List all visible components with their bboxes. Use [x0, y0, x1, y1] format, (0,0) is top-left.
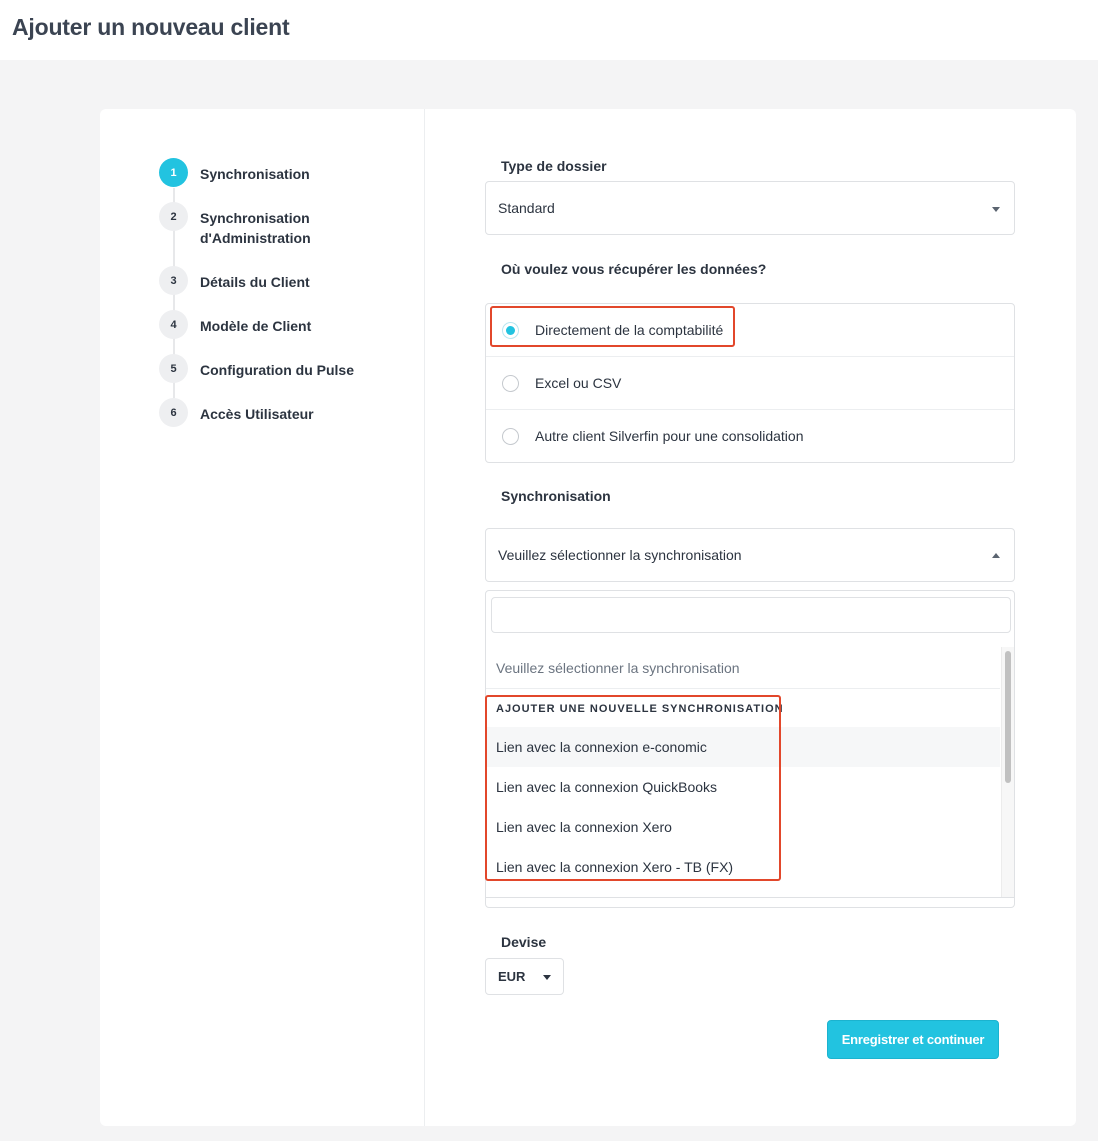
- currency-select[interactable]: [485, 958, 564, 995]
- step-label: Configuration du Pulse: [200, 362, 354, 378]
- radio-option-excel[interactable]: [486, 357, 1014, 410]
- step-label: Accès Utilisateur: [200, 406, 314, 422]
- sync-select[interactable]: [485, 528, 1015, 582]
- radio-button[interactable]: [502, 428, 519, 445]
- radio-label: Directement de la comptabilité: [535, 322, 724, 338]
- step-client-template[interactable]: [159, 310, 400, 339]
- caret-down-icon: [543, 975, 551, 980]
- step-number: 2: [159, 202, 188, 231]
- sync-search-input[interactable]: [491, 597, 1011, 633]
- step-synchronisation[interactable]: [159, 158, 400, 187]
- step-number: 6: [159, 398, 188, 427]
- step-label: Synchronisation d'Administration: [200, 210, 311, 246]
- step-label: Synchronisation: [200, 166, 310, 182]
- radio-option-consolidation[interactable]: [486, 410, 1014, 463]
- step-user-access[interactable]: [159, 398, 400, 427]
- option-label: Lien avec la connexion e-conomic: [496, 739, 707, 755]
- radio-label: Autre client Silverfin pour une consolidation: [535, 428, 804, 444]
- dropdown-divider: [486, 897, 1014, 898]
- option-group-label: AJOUTER UNE NOUVELLE SYNCHRONISATION: [496, 703, 784, 715]
- save-continue-button[interactable]: Enregistrer et continuer: [827, 1020, 999, 1059]
- option-label: Veuillez sélectionner la synchronisation: [496, 660, 740, 676]
- card-divider: [424, 109, 425, 1126]
- currency-value: EUR: [498, 969, 526, 984]
- highlight-box: [485, 695, 781, 881]
- step-number: 4: [159, 310, 188, 339]
- step-number: 3: [159, 266, 188, 295]
- highlight-box: [490, 306, 735, 347]
- radio-button[interactable]: [502, 375, 519, 392]
- step-admin-sync[interactable]: [159, 202, 330, 248]
- step-number: 1: [159, 158, 188, 187]
- step-pulse-config[interactable]: [159, 354, 400, 383]
- page-header: [0, 0, 1098, 60]
- option-label: Lien avec la connexion QuickBooks: [496, 779, 718, 795]
- sync-label: Synchronisation: [501, 488, 611, 504]
- radio-label: Excel ou CSV: [535, 375, 622, 391]
- option-label: Lien avec la connexion Xero - TB (FX): [496, 859, 734, 875]
- step-client-details[interactable]: [159, 266, 400, 295]
- caret-down-icon: [992, 207, 1000, 212]
- folder-type-select[interactable]: [485, 181, 1015, 235]
- sync-select-value: Veuillez sélectionner la synchronisation: [498, 547, 742, 563]
- option-label: Lien avec la connexion Xero: [496, 819, 672, 835]
- step-number: 5: [159, 354, 188, 383]
- page-title: Ajouter un nouveau client: [12, 14, 290, 40]
- scrollbar-thumb[interactable]: [1005, 651, 1011, 783]
- dropdown-scrollbar[interactable]: [1001, 647, 1014, 897]
- data-source-label: Où voulez vous récupérer les données?: [501, 261, 767, 277]
- sync-placeholder-option[interactable]: [486, 647, 1000, 689]
- step-label: Détails du Client: [200, 274, 310, 290]
- step-label: Modèle de Client: [200, 318, 312, 334]
- folder-type-label: Type de dossier: [501, 158, 607, 174]
- caret-up-icon: [992, 553, 1000, 558]
- folder-type-value: Standard: [498, 200, 555, 216]
- currency-label: Devise: [501, 934, 547, 950]
